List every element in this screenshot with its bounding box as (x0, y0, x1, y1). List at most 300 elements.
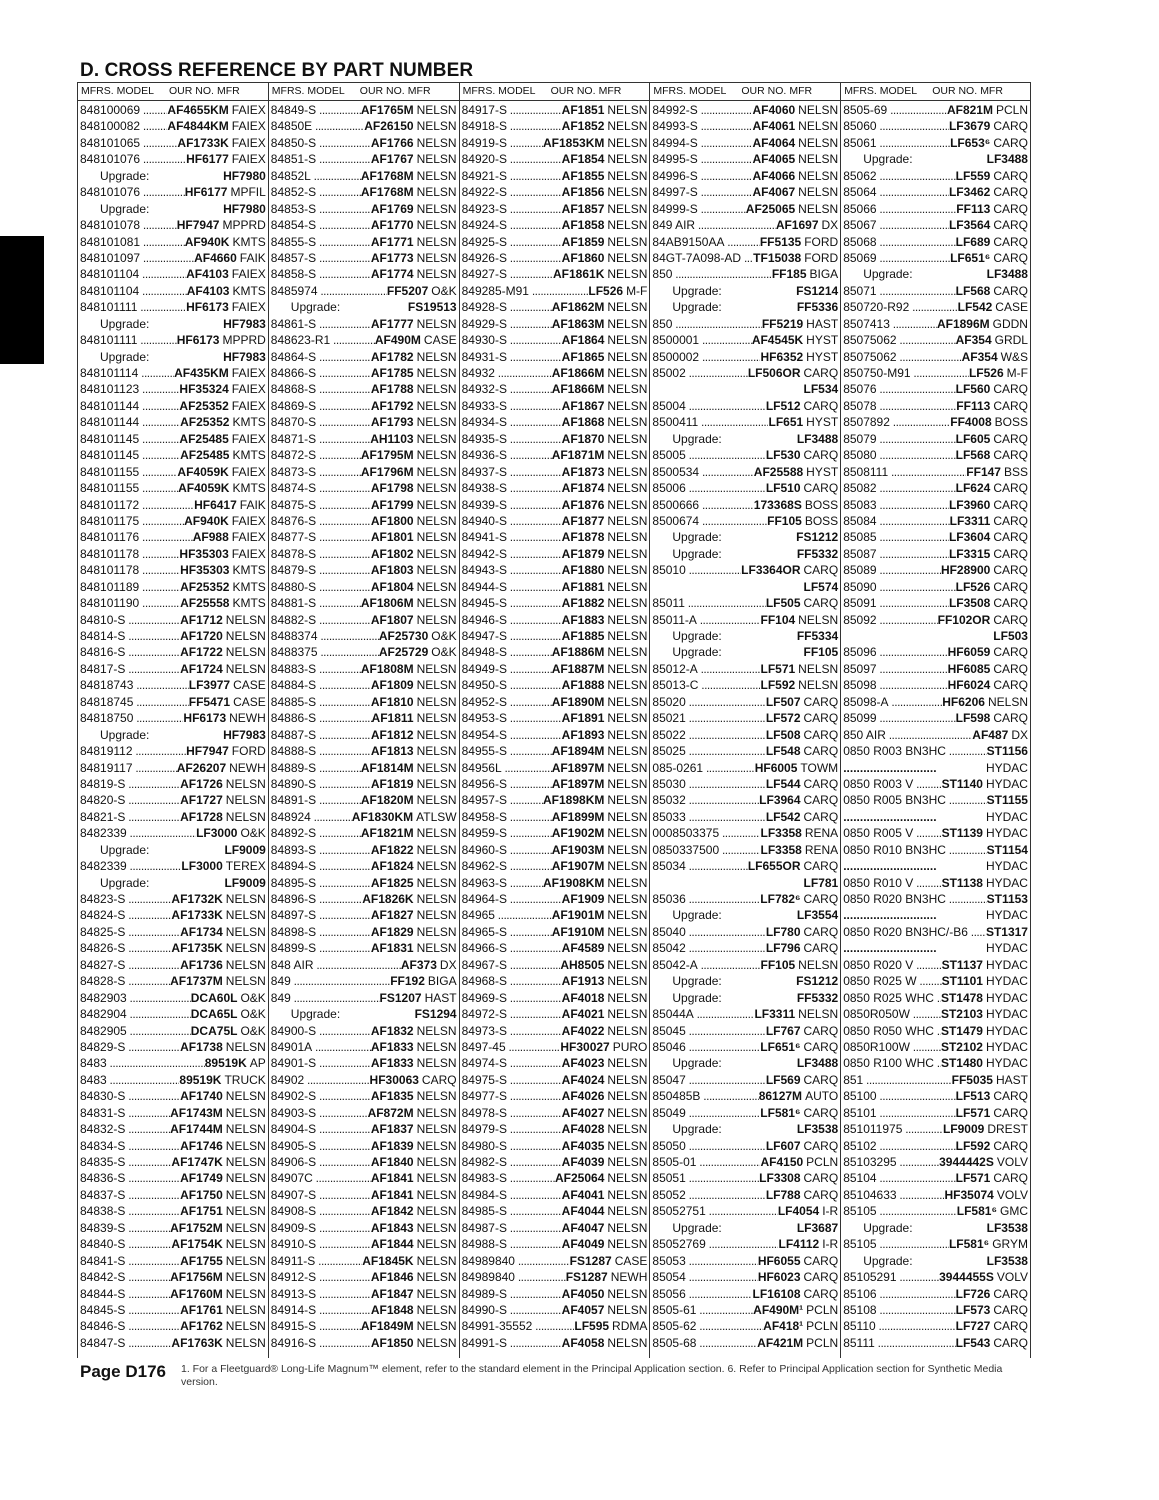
table-row (841, 135, 1030, 151)
table-row (78, 990, 268, 1006)
manufacturer: CARQ (803, 1253, 839, 1268)
table-row (269, 431, 459, 447)
part-number: AF4035 (561, 1138, 605, 1153)
model-number: 84980-S ..... (462, 1138, 562, 1154)
table-row (460, 1072, 650, 1088)
model-number: 84881-S ..... (271, 595, 361, 611)
table-row (841, 1055, 1030, 1071)
manufacturer: NELSN (416, 711, 457, 726)
table-row (650, 924, 840, 940)
model-number: 848101076 ..... (80, 151, 186, 167)
table-row (841, 710, 1030, 726)
model-number: 85069 ..... (843, 250, 950, 266)
manufacturer: HYST (806, 464, 839, 479)
manufacturer: FORD (804, 234, 839, 249)
model-number: 84993-S ..... (652, 118, 752, 134)
table-row (460, 266, 650, 282)
part-number: AF1722 (180, 645, 223, 660)
part-number: AF4061 (752, 119, 796, 134)
manufacturer: HYST (806, 415, 839, 430)
table-row (78, 1170, 268, 1186)
model-number: 84838-S ..... (80, 1203, 180, 1219)
table-row (269, 283, 459, 299)
model-number: 8500002 ..... (652, 349, 760, 365)
part-number: ST1154 (986, 842, 1028, 857)
model-number: 85042 ..... (652, 940, 765, 956)
table-row (78, 1253, 268, 1269)
part-number: FF102OR (937, 612, 991, 627)
part-number: AF1803 (370, 563, 414, 578)
model-number: 84963-S ..... (462, 875, 543, 891)
model-number: 84894-S ..... (271, 858, 371, 874)
table-row (650, 875, 840, 891)
manufacturer: CARQ (993, 1302, 1028, 1317)
manufacturer: HYDAC (985, 1007, 1028, 1022)
part-number: AF25064 (555, 1171, 605, 1186)
manufacturer: FAIEX (231, 119, 266, 134)
manufacturer: NELSN (416, 842, 457, 857)
part-number: LF4112 (778, 1237, 820, 1252)
manufacturer: I-R (822, 1204, 839, 1219)
model-number: 84832-S ..... (80, 1121, 170, 1137)
table-column (77, 82, 268, 1358)
upgrade-label: Upgrade: (100, 168, 150, 183)
part-number: HF28900 (940, 563, 991, 578)
model-number: 85056 ..... (652, 1286, 752, 1302)
manufacturer: CARQ (993, 1138, 1028, 1153)
part-number: HF7947 (176, 218, 220, 233)
table-row (78, 135, 268, 151)
manufacturer: NELSN (607, 382, 648, 397)
manufacturer: M-F (626, 283, 648, 298)
model-number: 85064 ..... (843, 184, 949, 200)
model-number: 84991-35552 ..... (462, 1318, 575, 1334)
part-number: AF1866M (551, 366, 605, 380)
part-number: AF1810 (370, 694, 414, 709)
table-row (841, 365, 1030, 381)
table-row (650, 677, 840, 693)
table-row (460, 891, 650, 907)
table-row (841, 1170, 1030, 1186)
table-row (78, 316, 268, 332)
model-number: 84850E ..... (271, 118, 364, 134)
manufacturer: BSS (1003, 464, 1028, 479)
table-row (269, 1302, 459, 1318)
table-row (460, 1023, 650, 1039)
part-number: LF782⁶ (760, 892, 801, 906)
table-row (269, 562, 459, 578)
manufacturer: NELSN (416, 513, 457, 528)
part-number: LF16108 (752, 1286, 801, 1301)
table-row (269, 1236, 459, 1252)
part-number: LF572 (765, 711, 801, 726)
part-number: AF1845K (362, 1253, 414, 1268)
manufacturer: HAST (806, 316, 839, 331)
part-number: LF503 (993, 629, 1028, 643)
part-number: AF1785 (370, 366, 414, 380)
part-number: AF1832 (370, 1023, 414, 1038)
part-number: LF9009 (224, 842, 266, 857)
table-row (460, 1138, 650, 1154)
manufacturer: NELSN (607, 168, 648, 183)
part-number: FF4008 (950, 415, 992, 430)
manufacturer: NELSN (607, 497, 648, 512)
model-number: ............................ (843, 760, 937, 775)
part-number: LF655OR (747, 859, 801, 874)
table-row (841, 677, 1030, 693)
part-number: AF1727 (180, 793, 223, 808)
part-number: FF105 (767, 513, 802, 528)
column-header (269, 82, 459, 101)
table-row (460, 1154, 650, 1170)
model-number: 84882-S ..... (271, 612, 371, 628)
part-number: ST1137 (941, 957, 983, 972)
model-number: 85099 ..... (843, 710, 955, 726)
table-row (841, 1203, 1030, 1219)
model-number: 84941-S ..... (462, 529, 562, 545)
model-number: 848101123 ..... (80, 381, 179, 397)
manufacturer: CARQ (993, 497, 1028, 512)
manufacturer: CARQ (803, 366, 839, 380)
manufacturer: NELSN (416, 793, 457, 808)
part-number: LF573 (955, 1302, 991, 1317)
part-number: AF1908KM (543, 875, 605, 890)
model-number: 84904-S ..... (271, 1121, 371, 1137)
model-number: 848101145 ..... (80, 431, 179, 447)
model-number: 84968-S ..... (462, 973, 562, 989)
manufacturer: NELSN (416, 530, 457, 545)
table-row (650, 612, 840, 628)
table-row (460, 332, 650, 348)
part-number: FF5207 (386, 283, 429, 298)
model-number: 84949-S ..... (462, 661, 552, 677)
model-number: 84906-S ..... (271, 1154, 371, 1170)
manufacturer: NELSN (607, 333, 648, 348)
model-number: 84883-S ..... (271, 661, 361, 677)
part-number: FF192 (390, 974, 425, 989)
model-number: 84834-S ..... (80, 1138, 180, 1154)
header-label: MFRS. MODEL (81, 85, 154, 97)
table-row (269, 1138, 459, 1154)
manufacturer: NELSN (607, 513, 648, 528)
model-number: 0850 R020 BN3HC ..... (843, 891, 986, 907)
part-number: AF1747K (171, 1155, 223, 1169)
table-row (460, 234, 650, 250)
model-number: 8505-68 ..... (652, 1335, 757, 1351)
manufacturer: NELSN (607, 530, 648, 545)
model-number: 84922-S ..... (462, 184, 562, 200)
model-number: 8482905 ..... (80, 1023, 191, 1039)
model-number: 84825-S ..... (80, 924, 180, 940)
table-row (269, 201, 459, 217)
model-number: 84958-S ..... (462, 809, 552, 825)
manufacturer: M-F (1006, 366, 1028, 380)
part-number: AF1755 (180, 1253, 223, 1268)
part-number: LF607 (765, 1138, 801, 1153)
part-number: AF1880 (561, 563, 605, 578)
upgrade-label: Upgrade: (100, 727, 150, 742)
model-number: 84911-S ..... (271, 1253, 362, 1269)
manufacturer: VOLV (996, 1270, 1028, 1285)
part-number: AF1763K (171, 1335, 223, 1350)
model-number: 84888-S ..... (271, 743, 371, 759)
table-row (650, 513, 840, 529)
table-row (650, 1236, 840, 1252)
manufacturer: FAIEX (231, 300, 266, 315)
manufacturer: NELSN (607, 349, 648, 364)
part-number: AF1771 (370, 234, 414, 249)
model-number: 84907C ..... (271, 1170, 371, 1186)
table-row (78, 973, 268, 989)
model-number: 84972-S ..... (462, 1006, 562, 1022)
part-number: AF1881 (561, 579, 605, 594)
model-number: 849285-M91 ..... (462, 283, 589, 299)
part-number: 173368S (753, 497, 802, 512)
table-row (841, 250, 1030, 266)
manufacturer: NELSN (607, 201, 648, 216)
table-row (841, 201, 1030, 217)
model-number: 84893-S ..... (271, 842, 371, 858)
manufacturer: NELSN (416, 250, 457, 265)
model-number: 84821-S ..... (80, 809, 180, 825)
manufacturer: CARQ (993, 1171, 1028, 1186)
model-number: 85089 ..... (843, 562, 941, 578)
part-number: DCA75L (190, 1023, 238, 1038)
manufacturer: BIGA (427, 974, 457, 989)
table-row (269, 1170, 459, 1186)
manufacturer: NELSN (225, 612, 266, 627)
part-number: LF542 (765, 809, 801, 824)
manufacturer: NELSN (607, 546, 648, 561)
table-row (460, 924, 650, 940)
upgrade-label: Upgrade: (100, 349, 150, 364)
model-number: 85044A ..... (652, 1006, 754, 1022)
table-row (460, 464, 650, 480)
manufacturer: HYDAC (985, 1056, 1028, 1071)
model-number: 84892-S ..... (271, 825, 361, 841)
part-number: LF548 (765, 744, 801, 759)
part-number: AF1896M (936, 316, 990, 331)
manufacturer: HYDAC (985, 908, 1028, 923)
manufacturer: NELSN (607, 1335, 648, 1350)
manufacturer: NELSN (607, 481, 648, 496)
table-row (78, 842, 268, 858)
table-row (650, 973, 840, 989)
manufacturer: NELSN (607, 431, 648, 446)
manufacturer: HYDAC (985, 941, 1028, 956)
manufacturer: CARQ (803, 694, 839, 709)
model-number: 84854-S ..... (271, 217, 371, 233)
table-row (460, 809, 650, 825)
model-number: 85105 ..... (843, 1203, 957, 1219)
table-row (650, 546, 840, 562)
manufacturer: HYDAC (985, 776, 1028, 791)
part-number: LF526 (955, 579, 991, 594)
upgrade-label: Upgrade: (672, 546, 722, 561)
part-number: AF1754K (171, 1237, 223, 1252)
part-number: LF3554 (796, 908, 839, 923)
manufacturer: NELSN (416, 1302, 457, 1317)
manufacturer: VOLV (996, 1155, 1028, 1169)
model-number: 84992-S ..... (652, 102, 752, 118)
table-row (650, 266, 840, 282)
model-number: 84950-S ..... (462, 677, 562, 693)
table-row (269, 529, 459, 545)
manufacturer: CARQ (993, 168, 1028, 183)
part-number: LF3462 (948, 185, 991, 200)
model-number: 085-0261 ..... (652, 760, 754, 776)
header-label: MFRS. MODEL (844, 85, 918, 97)
part-number: AF25352 (179, 398, 229, 413)
manufacturer: NELSN (225, 974, 266, 989)
manufacturer: NELSN (607, 957, 648, 972)
upgrade-label: Upgrade: (672, 431, 722, 446)
manufacturer: NELSN (607, 892, 648, 906)
manufacturer: CARQ (993, 1286, 1028, 1301)
model-number: 84818750 ..... (80, 710, 183, 726)
table-row (841, 398, 1030, 414)
manufacturer: KMTS (232, 481, 266, 496)
table-row (269, 1318, 459, 1334)
table-row (269, 940, 459, 956)
part-number: AF4150 (760, 1155, 804, 1169)
part-number: FF113 (956, 201, 991, 216)
manufacturer: NELSN (607, 974, 648, 989)
part-number: LF3311 (754, 1007, 796, 1022)
table-row (460, 595, 650, 611)
manufacturer: NELSN (416, 1253, 457, 1268)
manufacturer: NELSN (225, 1319, 266, 1334)
header-label: MFRS. MODEL (653, 85, 727, 97)
table-row (78, 283, 268, 299)
table-row (78, 612, 268, 628)
table-row (650, 1170, 840, 1186)
part-number: ST1479 (940, 1023, 983, 1038)
part-number: LF3358 (760, 842, 802, 857)
part-number: AF1876 (561, 497, 605, 512)
manufacturer: DREST (987, 1122, 1028, 1137)
manufacturer: FAIEX (231, 546, 266, 561)
part-number: AF1842 (370, 1204, 414, 1219)
manufacturer: NELSN (416, 941, 457, 956)
manufacturer: CARQ (803, 892, 839, 906)
table-row (650, 825, 840, 841)
manufacturer: NELSN (607, 119, 648, 134)
model-number: 8505-62 ..... (652, 1318, 763, 1334)
part-number: AH8505 (560, 957, 605, 972)
model-number: 84946-S ..... (462, 612, 562, 628)
part-number: FF5035 (951, 1072, 993, 1087)
part-number: HF6085 (947, 661, 991, 676)
table-row (460, 562, 650, 578)
manufacturer: NELSN (416, 1122, 457, 1137)
model-number: 848101111 ..... (80, 299, 186, 315)
manufacturer: FAIEX (231, 135, 266, 150)
table-row (460, 990, 650, 1006)
manufacturer: NELSN (607, 1302, 648, 1317)
part-number: AF1864 (561, 333, 605, 348)
table-row (78, 677, 268, 693)
manufacturer: NELSN (607, 941, 648, 956)
manufacturer: NELSN (607, 1023, 648, 1038)
part-number: AF1913 (561, 974, 605, 989)
table-row (78, 661, 268, 677)
part-number: LF3960 (948, 497, 991, 512)
manufacturer: NELSN (607, 842, 648, 857)
model-number: 848 AIR ..... (271, 957, 401, 973)
model-number: 85075062 ..... (843, 332, 955, 348)
table-row (841, 102, 1030, 118)
model-number: 84850-S ..... (271, 135, 371, 151)
part-number: LF3000 (196, 826, 238, 841)
table-row (460, 1088, 650, 1104)
table-row (650, 562, 840, 578)
manufacturer: NELSN (416, 579, 457, 594)
part-number: AF1844 (370, 1237, 414, 1252)
part-number: AF4059K (177, 464, 229, 479)
manufacturer: NELSN (607, 152, 648, 167)
part-number: AF1812 (370, 727, 414, 742)
table-row (269, 349, 459, 365)
model-number: 84876-S ..... (271, 513, 371, 529)
part-number: LF3358 (760, 826, 802, 841)
model-number: 84907-S ..... (271, 1187, 371, 1203)
part-number: AF1855 (561, 168, 605, 183)
model-number: 84885-S ..... (271, 694, 371, 710)
part-number: AF1863M (551, 316, 605, 331)
model-number: 84978-S ..... (462, 1105, 562, 1121)
table-row (269, 875, 459, 891)
table-row (78, 957, 268, 973)
part-number: ST2102 (940, 1039, 983, 1054)
manufacturer: NELSN (607, 218, 648, 233)
manufacturer: NELSN (416, 1220, 457, 1235)
part-number: AF1829 (370, 924, 414, 939)
table-row (269, 1220, 459, 1236)
part-number: LF3000 (181, 859, 223, 874)
part-number: AF1898KM (543, 793, 605, 808)
table-column (268, 82, 459, 1358)
table-row (650, 891, 840, 907)
part-number: AF1738 (180, 1039, 223, 1054)
part-number: AF1808M (360, 661, 414, 676)
table-row (78, 924, 268, 940)
page-number: Page D176 (80, 1362, 166, 1381)
table-row (841, 184, 1030, 200)
model-number: 8488374 ..... (271, 628, 379, 644)
table-row (460, 118, 650, 134)
part-number: FF5135 (759, 234, 802, 249)
table-row (841, 825, 1030, 841)
table-row (460, 957, 650, 973)
part-number: AF4047 (561, 1220, 605, 1235)
manufacturer: CARQ (803, 1039, 839, 1054)
part-number: AF988 (192, 530, 229, 545)
part-number: LF595 (574, 1319, 610, 1334)
part-number: AF1813 (370, 744, 414, 759)
model-number: 85013-C ..... (652, 677, 760, 693)
table-row (78, 628, 268, 644)
part-number: AF418¹ (763, 1319, 804, 1334)
part-number: LF510 (765, 481, 801, 496)
manufacturer: NELSN (607, 316, 648, 331)
manufacturer: NELSN (607, 924, 648, 939)
part-number: LF592 (955, 1138, 991, 1153)
part-number: AF1850 (370, 1335, 414, 1350)
table-row (460, 168, 650, 184)
table-row (650, 842, 840, 858)
manufacturer: NELSN (798, 135, 839, 150)
